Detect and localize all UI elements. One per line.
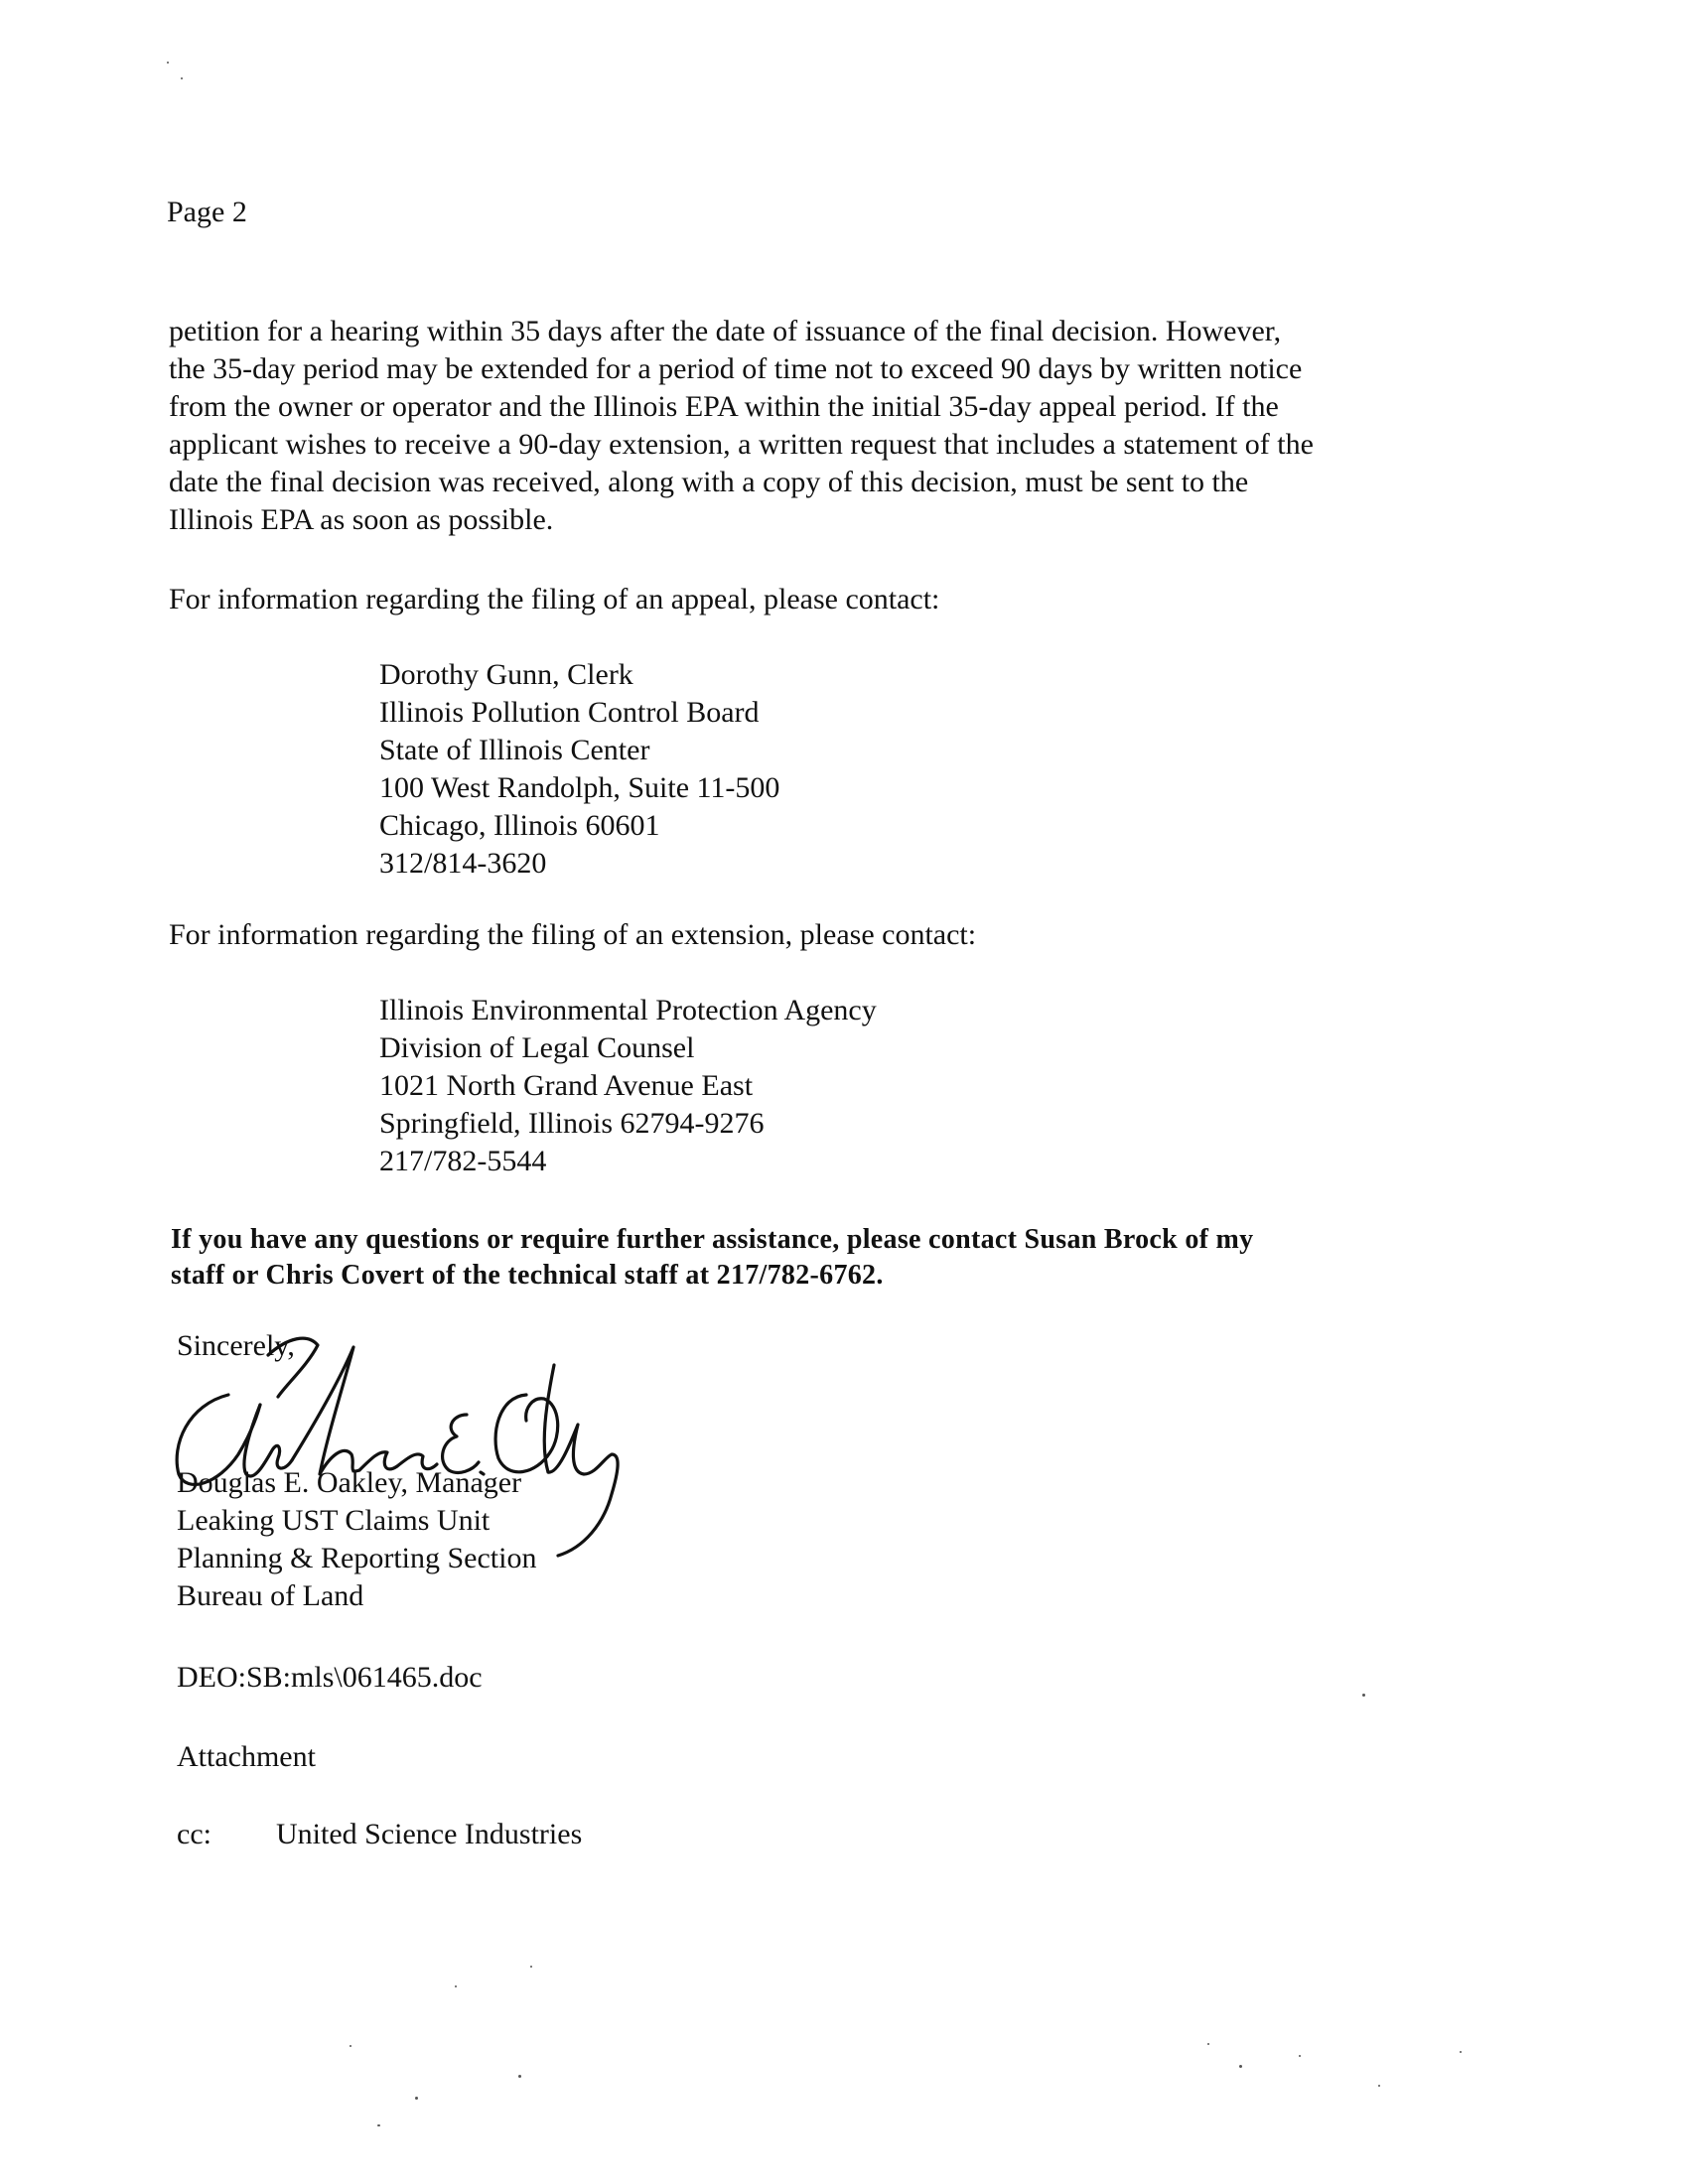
signer-line: Planning & Reporting Section xyxy=(177,1542,537,1574)
extension-intro: For information regarding the filing of an extension, please contact: xyxy=(169,918,977,951)
paragraph-line: applicant wishes to receive a 90-day extension, a written request that includes a statement of the xyxy=(169,428,1314,461)
speck xyxy=(1378,2085,1380,2087)
bold-line: If you have any questions or require further assistance, please contact Susan Brock of my xyxy=(171,1224,1254,1255)
speck xyxy=(1460,2051,1462,2053)
cc-recipient: United Science Industries xyxy=(276,1818,583,1850)
address-line: 217/782-5544 xyxy=(379,1145,547,1177)
paragraph-line: the 35-day period may be extended for a period of time not to exceed 90 days by written notice xyxy=(169,352,1303,385)
address-line: Springfield, Illinois 62794-9276 xyxy=(379,1107,765,1140)
paragraph-line: petition for a hearing within 35 days after the date of issuance of the final decision. However, xyxy=(169,315,1282,347)
speck xyxy=(377,2124,380,2126)
speck xyxy=(530,1966,532,1968)
paragraph-line: from the owner or operator and the Illinois EPA within the initial 35-day appeal period. If the xyxy=(169,390,1279,423)
address-line: Chicago, Illinois 60601 xyxy=(379,809,660,842)
speck xyxy=(1239,2065,1242,2068)
bold-line: staff or Chris Covert of the technical staff at 217/782-6762. xyxy=(171,1260,884,1291)
speck xyxy=(518,2075,521,2078)
speck xyxy=(181,77,183,79)
speck xyxy=(167,62,169,64)
cc-label: cc: xyxy=(177,1818,211,1850)
signer-line: Leaking UST Claims Unit xyxy=(177,1504,491,1537)
speck xyxy=(1362,1694,1365,1697)
speck xyxy=(455,1985,457,1987)
page-number: Page 2 xyxy=(167,196,247,228)
address-line: 1021 North Grand Avenue East xyxy=(379,1069,754,1102)
speck xyxy=(1207,2043,1209,2045)
paragraph-line: Illinois EPA as soon as possible. xyxy=(169,503,554,536)
signer-line: Bureau of Land xyxy=(177,1579,364,1612)
address-line: 100 West Randolph, Suite 11-500 xyxy=(379,771,780,804)
signer-line: Douglas E. Oakley, Manager xyxy=(177,1466,522,1499)
address-line: Illinois Pollution Control Board xyxy=(379,696,760,729)
address-line: 312/814-3620 xyxy=(379,847,547,880)
speck xyxy=(350,2045,351,2047)
address-line: Dorothy Gunn, Clerk xyxy=(379,658,633,691)
appeal-intro: For information regarding the filing of an appeal, please contact: xyxy=(169,583,940,615)
salutation: Sincerely, xyxy=(177,1329,295,1362)
reference-line: DEO:SB:mls\061465.doc xyxy=(177,1661,483,1694)
address-line: Illinois Environmental Protection Agency xyxy=(379,994,877,1026)
enclosure-line: Attachment xyxy=(177,1740,316,1773)
paragraph-line: date the final decision was received, along with a copy of this decision, must be sent to the xyxy=(169,466,1249,498)
speck xyxy=(1299,2055,1301,2057)
speck xyxy=(415,2097,418,2100)
address-line: Division of Legal Counsel xyxy=(379,1031,695,1064)
address-line: State of Illinois Center xyxy=(379,734,650,766)
